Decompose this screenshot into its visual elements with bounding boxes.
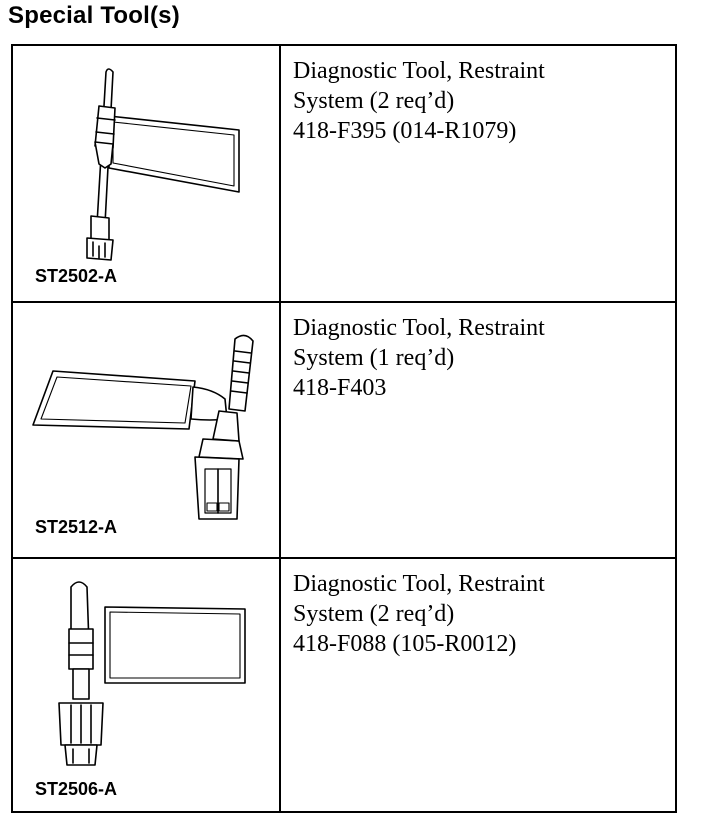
special-tools-table (11, 44, 677, 813)
page-title: Special Tool(s) (8, 2, 180, 29)
tool-code: ST2502-A (35, 266, 118, 286)
tool-description-line: Diagnostic Tool, Restraint (293, 58, 545, 84)
tool-part-number: 418-F403 (293, 375, 387, 401)
diagnostic-tool-st2502-illustration (13, 46, 279, 301)
tool-code: ST2506-A (35, 779, 118, 799)
tool-description-cell (281, 46, 675, 301)
tool-part-number: 418-F088 (105-R0012) (293, 631, 517, 657)
tool-description-line: Diagnostic Tool, Restraint (293, 315, 545, 341)
table-row (13, 303, 675, 559)
tool-description-cell (281, 303, 675, 557)
tool-description-line: System (1 req’d) (293, 345, 455, 371)
tool-description-line: Diagnostic Tool, Restraint (293, 571, 545, 597)
table-row (13, 46, 675, 303)
diagnostic-tool-st2506-illustration (13, 559, 279, 809)
tool-illustration-cell (13, 46, 281, 301)
tool-description-line: System (2 req’d) (293, 88, 455, 114)
table-row (13, 559, 675, 811)
tool-illustration-cell (13, 559, 281, 811)
tool-code: ST2512-A (35, 517, 118, 537)
tool-description-cell (281, 559, 675, 811)
tool-part-number: 418-F395 (014-R1079) (293, 118, 517, 144)
tool-illustration-cell (13, 303, 281, 557)
tool-description-line: System (2 req’d) (293, 601, 455, 627)
